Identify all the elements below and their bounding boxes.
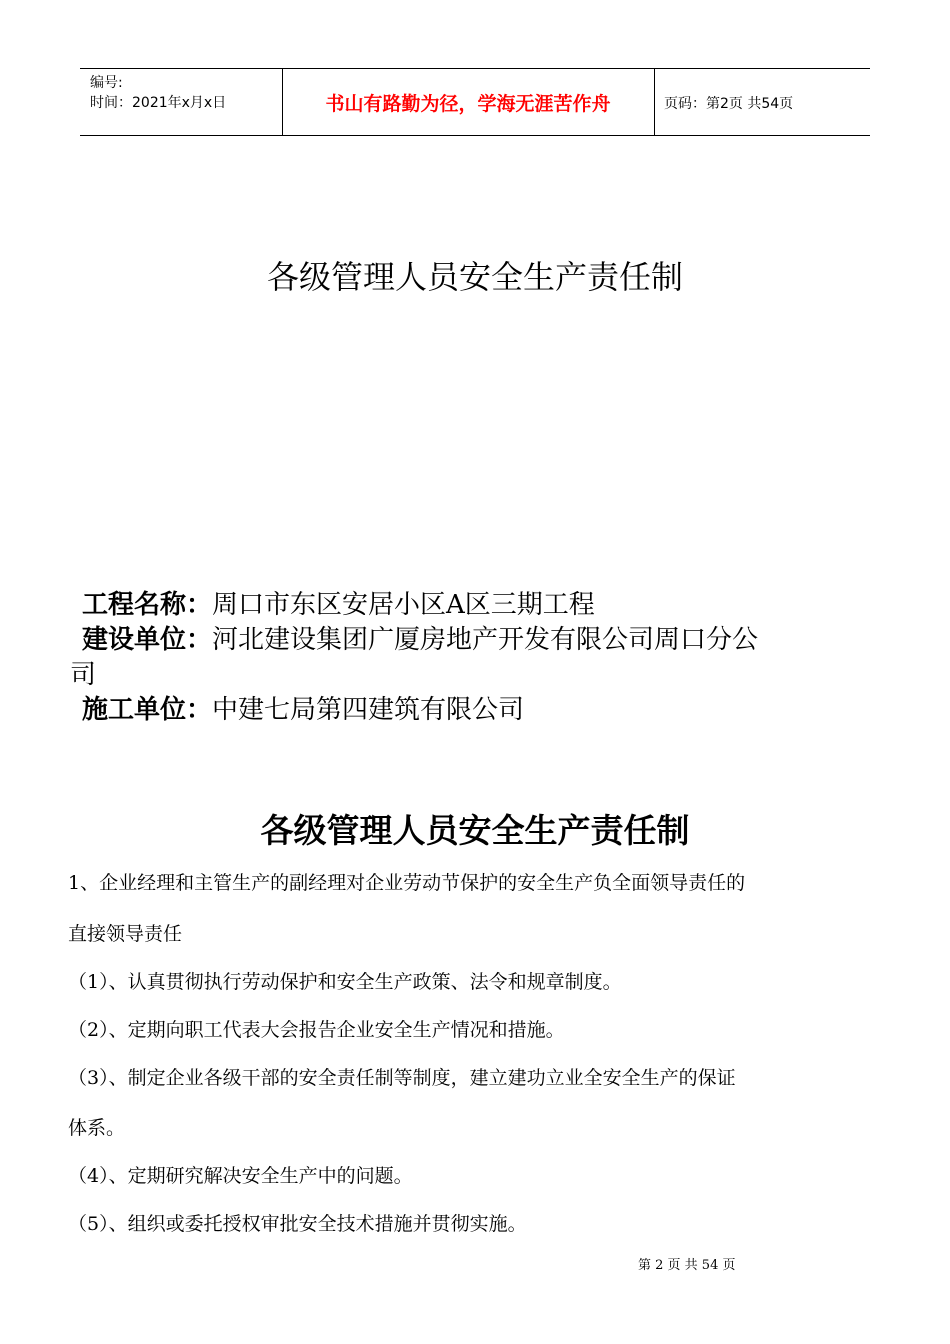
header-meta bbox=[90, 73, 226, 113]
contractor-line bbox=[82, 692, 524, 728]
project-name-line bbox=[82, 587, 595, 623]
header-divider-right bbox=[654, 69, 655, 135]
header-page-info: 页码：第2页 共54页 bbox=[664, 96, 794, 112]
builder-label: 建设单位： bbox=[82, 625, 213, 655]
list-item-1: （1）、认真贯彻执行劳动保护和安全生产政策、法令和规章制度。 bbox=[68, 971, 622, 993]
paragraph-1-line-2: 直接领导责任 bbox=[68, 923, 183, 945]
list-item-5: （5）、组织或委托授权审批安全技术措施并贯彻实施。 bbox=[68, 1213, 527, 1235]
body-heading: 各级管理人员安全生产责任制 bbox=[260, 811, 690, 850]
header-number-label: 编号: bbox=[90, 75, 123, 91]
builder-line bbox=[82, 622, 758, 658]
header-motto: 书山有路勤为径，学海无涯苦作舟 bbox=[325, 93, 611, 115]
list-item-2: （2）、定期向职工代表大会报告企业安全生产情况和措施。 bbox=[68, 1019, 565, 1041]
cover-title: 各级管理人员安全生产责任制 bbox=[266, 258, 683, 296]
project-name-label: 工程名称： bbox=[82, 590, 213, 620]
project-name-value: 周口市东区安居小区A区三期工程 bbox=[212, 590, 595, 620]
builder-value: 河北建设集团广厦房地产开发有限公司周口分公 bbox=[212, 625, 759, 655]
page-header-table bbox=[80, 68, 870, 136]
contractor-label: 施工单位： bbox=[82, 695, 213, 725]
builder-value-continued: 司 bbox=[70, 660, 97, 690]
paragraph-1-line-1: 1、企业经理和主管生产的副经理对企业劳动节保护的安全生产负全面领导责任的 bbox=[68, 872, 746, 894]
list-item-3-line-1: （3）、制定企业各级干部的安全责任制等制度，建立建功立业全安全生产的保证 bbox=[68, 1067, 736, 1089]
list-item-3-line-2: 体系。 bbox=[68, 1117, 126, 1139]
contractor-value: 中建七局第四建筑有限公司 bbox=[212, 695, 525, 725]
list-item-4: （4）、定期研究解决安全生产中的问题。 bbox=[68, 1165, 413, 1187]
page-footer: 第 2 页 共 54 页 bbox=[638, 1258, 736, 1273]
header-time-label: 时间：2021年x月x日 bbox=[90, 95, 227, 111]
